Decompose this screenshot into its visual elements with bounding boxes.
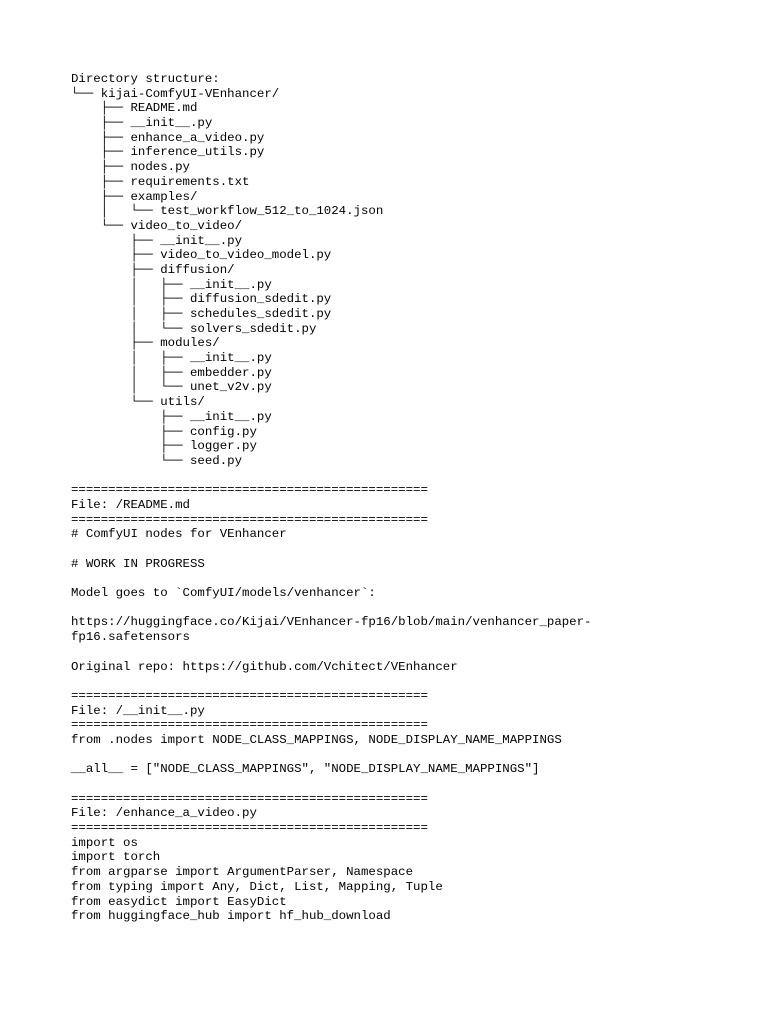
code-line: from argparse import ArgumentParser, Namespace xyxy=(71,865,414,880)
tree-line: ├── video_to_video_model.py xyxy=(71,248,332,263)
tree-line: ├── __init__.py xyxy=(71,409,272,424)
directory-structure-heading: Directory structure: xyxy=(71,72,220,86)
file-content-line: https://huggingface.co/Kijai/VEnhancer-fp16/blob/main/venhancer_paper- xyxy=(71,615,592,630)
blank-line xyxy=(71,571,751,586)
separator-line: ================================================ xyxy=(71,483,428,498)
separator-line: ================================================ xyxy=(71,688,428,703)
file-header-init: File: /__init__.py xyxy=(71,703,205,718)
blank-line xyxy=(71,748,751,763)
tree-line: ├── modules/ xyxy=(71,336,220,351)
tree-line: └── video_to_video/ xyxy=(71,218,243,233)
tree-line: └── seed.py xyxy=(71,453,243,468)
tree-line: │ ├── __init__.py xyxy=(71,351,272,366)
code-line: import os xyxy=(71,835,138,850)
tree-line: ├── diffusion/ xyxy=(71,262,235,277)
file-header-readme: File: /README.md xyxy=(71,497,190,512)
file-content-line: # ComfyUI nodes for VEnhancer xyxy=(71,527,287,542)
tree-line: │ ├── diffusion_sdedit.py xyxy=(71,292,332,307)
code-line: from easydict import EasyDict xyxy=(71,894,287,909)
tree-root-line: └── kijai-ComfyUI-VEnhancer/ xyxy=(71,86,280,101)
tree-line: │ └── test_workflow_512_to_1024.json xyxy=(71,204,384,219)
separator-line: ================================================ xyxy=(71,512,428,527)
tree-line: │ ├── embedder.py xyxy=(71,365,272,380)
tree-line: ├── __init__.py xyxy=(71,233,243,248)
code-line: __all__ = ["NODE_CLASS_MAPPINGS", "NODE_DISPLAY_NAME_MAPPINGS"] xyxy=(71,762,540,777)
code-line: from huggingface_hub import hf_hub_download xyxy=(71,909,391,924)
tree-line: │ ├── schedules_sdedit.py xyxy=(71,307,332,321)
file-content-line: fp16.safetensors xyxy=(71,630,190,645)
file-header-enhance-a-video: File: /enhance_a_video.py xyxy=(71,806,257,821)
blank-line xyxy=(71,542,751,557)
tree-line: │ └── solvers_sdedit.py xyxy=(71,321,317,336)
separator-line: ================================================ xyxy=(71,821,428,836)
document-page xyxy=(71,72,751,924)
code-line: from typing import Any, Dict, List, Mapping, Tuple xyxy=(71,879,443,894)
code-line: import torch xyxy=(71,850,161,865)
tree-line: ├── requirements.txt xyxy=(71,174,250,189)
blank-line xyxy=(71,469,751,484)
file-content-line: Model goes to `ComfyUI/models/venhancer`: xyxy=(71,586,376,601)
separator-line: ================================================ xyxy=(71,718,428,733)
tree-line: │ └── unet_v2v.py xyxy=(71,380,272,395)
blank-line xyxy=(71,674,751,689)
file-content-line: # WORK IN PROGRESS xyxy=(71,556,205,571)
tree-line: ├── inference_utils.py xyxy=(71,145,265,160)
tree-line: ├── __init__.py xyxy=(71,116,213,131)
tree-line: └── utils/ xyxy=(71,395,205,410)
blank-line xyxy=(71,601,751,616)
tree-line: ├── README.md xyxy=(71,101,198,116)
tree-line: │ ├── __init__.py xyxy=(71,277,272,292)
tree-line: ├── nodes.py xyxy=(71,160,190,175)
file-content-line: Original repo: https://github.com/Vchitect/VEnhancer xyxy=(71,659,458,674)
blank-line xyxy=(71,645,751,660)
tree-line: ├── logger.py xyxy=(71,439,257,454)
separator-line: ================================================ xyxy=(71,791,428,806)
tree-line: ├── examples/ xyxy=(71,189,198,204)
blank-line xyxy=(71,777,751,792)
code-line: from .nodes import NODE_CLASS_MAPPINGS, NODE_DISPLAY_NAME_MAPPINGS xyxy=(71,732,562,747)
tree-line: ├── config.py xyxy=(71,424,257,439)
tree-line: ├── enhance_a_video.py xyxy=(71,130,265,145)
